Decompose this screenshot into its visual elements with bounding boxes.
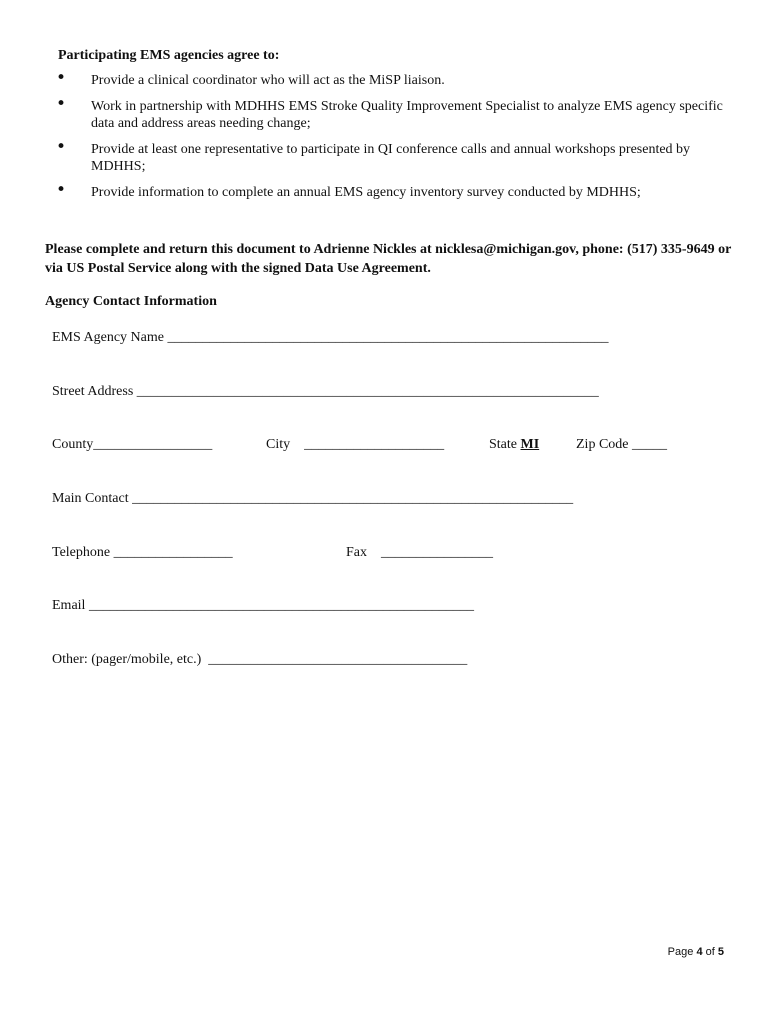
city-field[interactable]	[266, 437, 444, 453]
zip-blank[interactable]: _____	[632, 437, 667, 452]
agency-name-blank[interactable]: _______________________________________________________________	[167, 330, 609, 345]
street-address-blank[interactable]: __________________________________________________________________	[136, 384, 599, 399]
bullet-text: Work in partnership with MDHHS EMS Stroke Quality Improvement Specialist to analyze EMS agency specific data and address areas needing change;	[91, 99, 723, 131]
main-contact-field[interactable]	[52, 491, 573, 507]
zip-label: Zip Code	[576, 437, 629, 452]
email-blank[interactable]: _______________________________________________________	[88, 598, 474, 613]
page-word: Page	[667, 946, 694, 958]
bullet-icon: •	[56, 94, 67, 114]
bullet-icon: •	[56, 180, 67, 200]
agree-heading: Participating EMS agencies agree to:	[58, 48, 280, 63]
street-address-field[interactable]	[52, 384, 599, 400]
other-contact-label: Other: (pager/mobile, etc.)	[52, 652, 202, 667]
main-contact-label: Main Contact	[52, 491, 129, 506]
city-label: City	[266, 437, 291, 452]
list-item	[56, 68, 732, 89]
of-word: of	[705, 946, 715, 958]
county-label: County	[52, 437, 94, 452]
bullet-icon: •	[56, 137, 67, 157]
telephone-blank[interactable]: _________________	[113, 545, 233, 560]
main-contact-blank[interactable]: _______________________________________________________________	[132, 491, 574, 506]
street-address-label: Street Address	[52, 384, 134, 399]
fax-blank[interactable]: ________________	[381, 545, 493, 560]
telephone-label: Telephone	[52, 545, 111, 560]
agreement-list	[56, 68, 732, 210]
agency-name-field[interactable]	[52, 330, 608, 346]
agency-name-label: EMS Agency Name	[52, 330, 164, 345]
other-contact-field[interactable]	[52, 652, 467, 668]
state-field	[489, 437, 539, 453]
email-label: Email	[52, 598, 86, 613]
county-blank[interactable]: _________________	[93, 437, 213, 452]
city-blank[interactable]: ____________________	[304, 437, 445, 452]
total-pages: 5	[717, 946, 724, 958]
return-instructions: Please complete and return this document to Adrienne Nickles at nicklesa@michigan.gov, phone: (517) 335-9649 or via US Postal Service along with the signed Data Use Agreement.	[45, 242, 732, 276]
telephone-field[interactable]	[52, 545, 233, 561]
county-field[interactable]	[52, 437, 212, 453]
list-item	[56, 180, 732, 201]
current-page: 4	[696, 946, 703, 958]
bullet-icon: •	[56, 68, 67, 88]
email-field[interactable]	[52, 598, 474, 614]
contact-heading: Agency Contact Information	[45, 294, 217, 309]
bullet-text: Provide at least one representative to participate in QI conference calls and annual workshops presented by MDHHS;	[91, 142, 691, 174]
other-contact-blank[interactable]: _____________________________________	[208, 652, 468, 667]
fax-label: Fax	[346, 545, 367, 560]
page-number	[668, 946, 724, 958]
list-item	[56, 137, 732, 175]
bullet-text: Provide information to complete an annual EMS agency inventory survey conducted by MDHHS;	[91, 185, 641, 200]
fax-field[interactable]	[346, 545, 493, 561]
list-item	[56, 94, 732, 132]
state-value: MI	[520, 437, 540, 452]
zip-field[interactable]	[576, 437, 667, 453]
state-label: State	[489, 437, 517, 452]
bullet-text: Provide a clinical coordinator who will act as the MiSP liaison.	[91, 73, 445, 88]
